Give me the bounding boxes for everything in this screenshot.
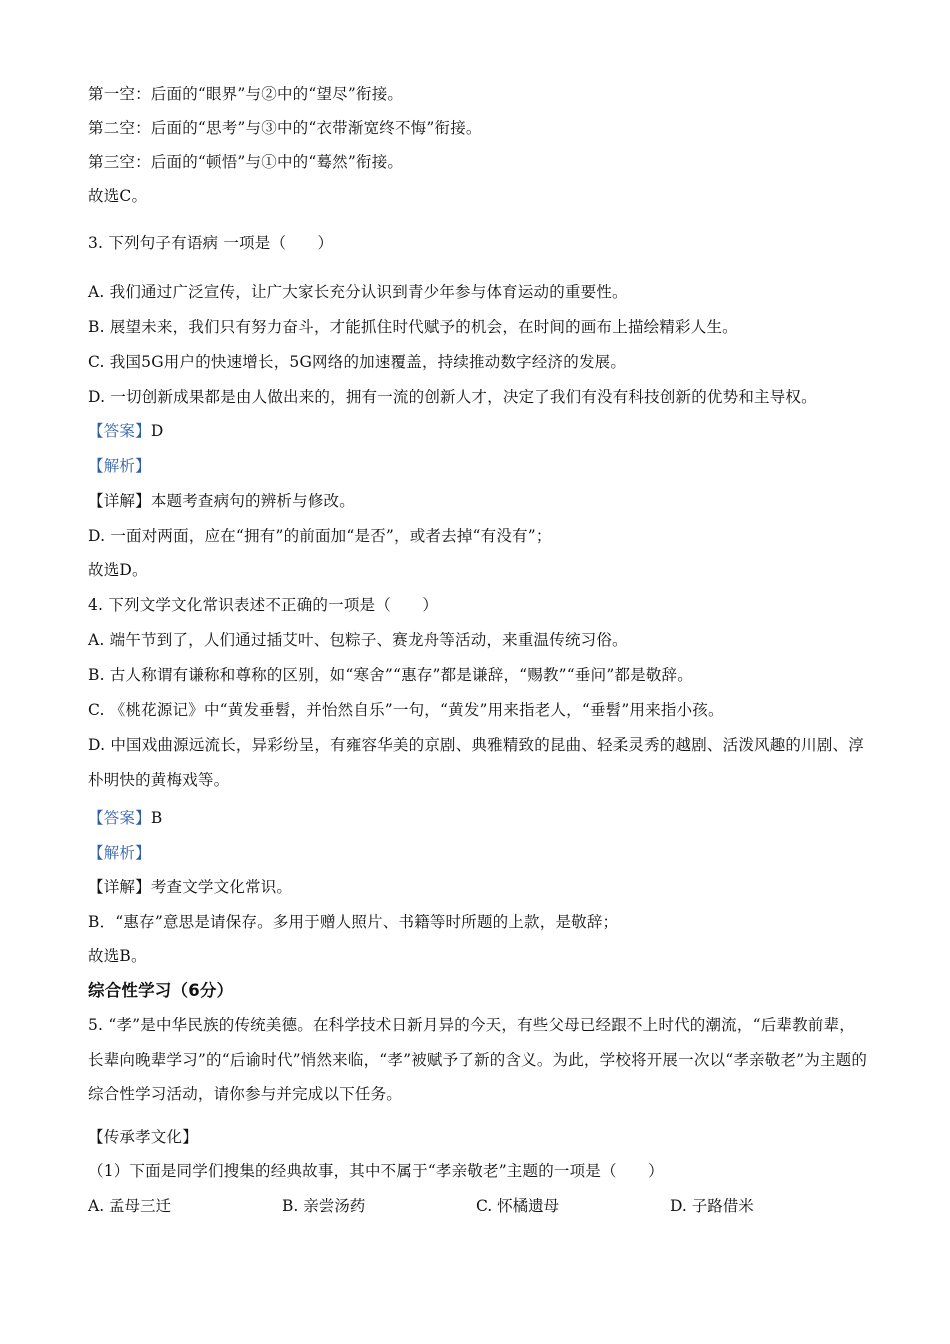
question-3-option-c: C. 我国5G用户的快速增长，5G网络的加速覆盖，持续推动数字经济的发展。 — [88, 353, 627, 371]
question-3-option-a: A. 我们通过广泛宣传，让广大家长充分认识到青少年参与体育运动的重要性。 — [88, 283, 628, 301]
question-3-option-d: D. 一切创新成果都是由人做出来的，拥有一流的创新人才，决定了我们有没有科技创新的优势和主导权。 — [88, 388, 817, 406]
text-line: 第三空：后面的“顿悟”与①中的“蓦然”衔接。 — [88, 153, 404, 171]
question-5-stem: 5. “孝”是中华民族的传统美德。在科学技术日新月异的今天，有些父母已经跟不上时代的潮流，“后辈教前辈，长辈向晚辈学习”的“后谕时代”悄然来临，“孝”被赋予了新的含义。为此，学校将开展一次以“孝亲敬老”为主题的综合性学习活动，请你参与并完成以下任务。 — [88, 1016, 868, 1103]
question-3-detail — [88, 491, 355, 511]
question-4-option-c: C. 《桃花源记》中“黄发垂髫，并怡然自乐”一句，“黄发”用来指老人，“垂髫”用来指小孩。 — [88, 701, 724, 719]
question-4-option-b: B. 古人称谓有谦称和尊称的区别，如“寒舍”“惠存”都是谦辞，“赐教”“垂问”都是敬辞。 — [88, 666, 693, 684]
question-3-stem: 3. 下列句子有语病 一项是（ ） — [88, 234, 334, 252]
text-line: 故选C。 — [88, 187, 148, 205]
question-4-option-d: D. 中国戏曲源远流长，异彩纷呈，有雍容华美的京剧、典雅精致的昆曲、轻柔灵秀的越剧、活泼风趣的川剧、淳朴明快的黄梅戏等。 — [88, 736, 864, 789]
question-5-option-c: C. 怀橘遗母 — [476, 1197, 560, 1215]
answer-value: B — [150, 809, 163, 827]
question-3-answer — [88, 421, 163, 441]
question-5-option-d: D. 子路借米 — [670, 1197, 754, 1215]
question-4-detail — [88, 877, 292, 897]
question-4-explain: B．“惠存”意思是请保存。多用于赠人照片、书籍等时所题的上款，是敬辞； — [88, 913, 619, 931]
question-3-explain: D. 一面对两面，应在“拥有”的前面加“是否”，或者去掉“有没有”； — [88, 527, 552, 545]
analysis-tag: 【解析】 — [88, 457, 151, 475]
section-title: 综合性学习（6分） — [88, 981, 234, 1000]
detail-text: 考查文学文化常识。 — [150, 878, 293, 896]
detail-tag: 【详解】 — [88, 492, 151, 510]
question-5-sub-question: （1）下面是同学们搜集的经典故事，其中不属于“孝亲敬老”主题的一项是（ ） — [88, 1162, 664, 1180]
question-5-option-b: B. 亲尝汤药 — [282, 1197, 366, 1215]
question-4-stem: 4. 下列文学文化常识表述不正确的一项是（ ） — [88, 596, 439, 614]
question-4-option-a: A. 端午节到了，人们通过插艾叶、包粽子、赛龙舟等活动，来重温传统习俗。 — [88, 631, 628, 649]
text-line: 第一空：后面的“眼界”与②中的“望尽”衔接。 — [88, 85, 404, 103]
answer-tag: 【答案】 — [88, 422, 151, 440]
question-3-conclusion: 故选D。 — [88, 561, 148, 579]
question-5-subsection-tag: 【传承孝文化】 — [88, 1128, 198, 1146]
detail-text: 本题考查病句的辨析与修改。 — [150, 492, 355, 510]
question-4-answer — [88, 808, 162, 828]
question-4-conclusion: 故选B。 — [88, 947, 147, 965]
answer-value: D — [150, 422, 164, 440]
question-3-option-b: B. 展望未来，我们只有努力奋斗，才能抓住时代赋予的机会，在时间的画布上描绘精彩人生。 — [88, 318, 738, 336]
answer-tag: 【答案】 — [88, 809, 151, 827]
text-line: 第二空：后面的“思考”与③中的“衣带渐宽终不悔”衔接。 — [88, 119, 482, 137]
analysis-tag: 【解析】 — [88, 844, 151, 862]
detail-tag: 【详解】 — [88, 878, 151, 896]
question-5-option-a: A. 孟母三迁 — [88, 1197, 172, 1215]
